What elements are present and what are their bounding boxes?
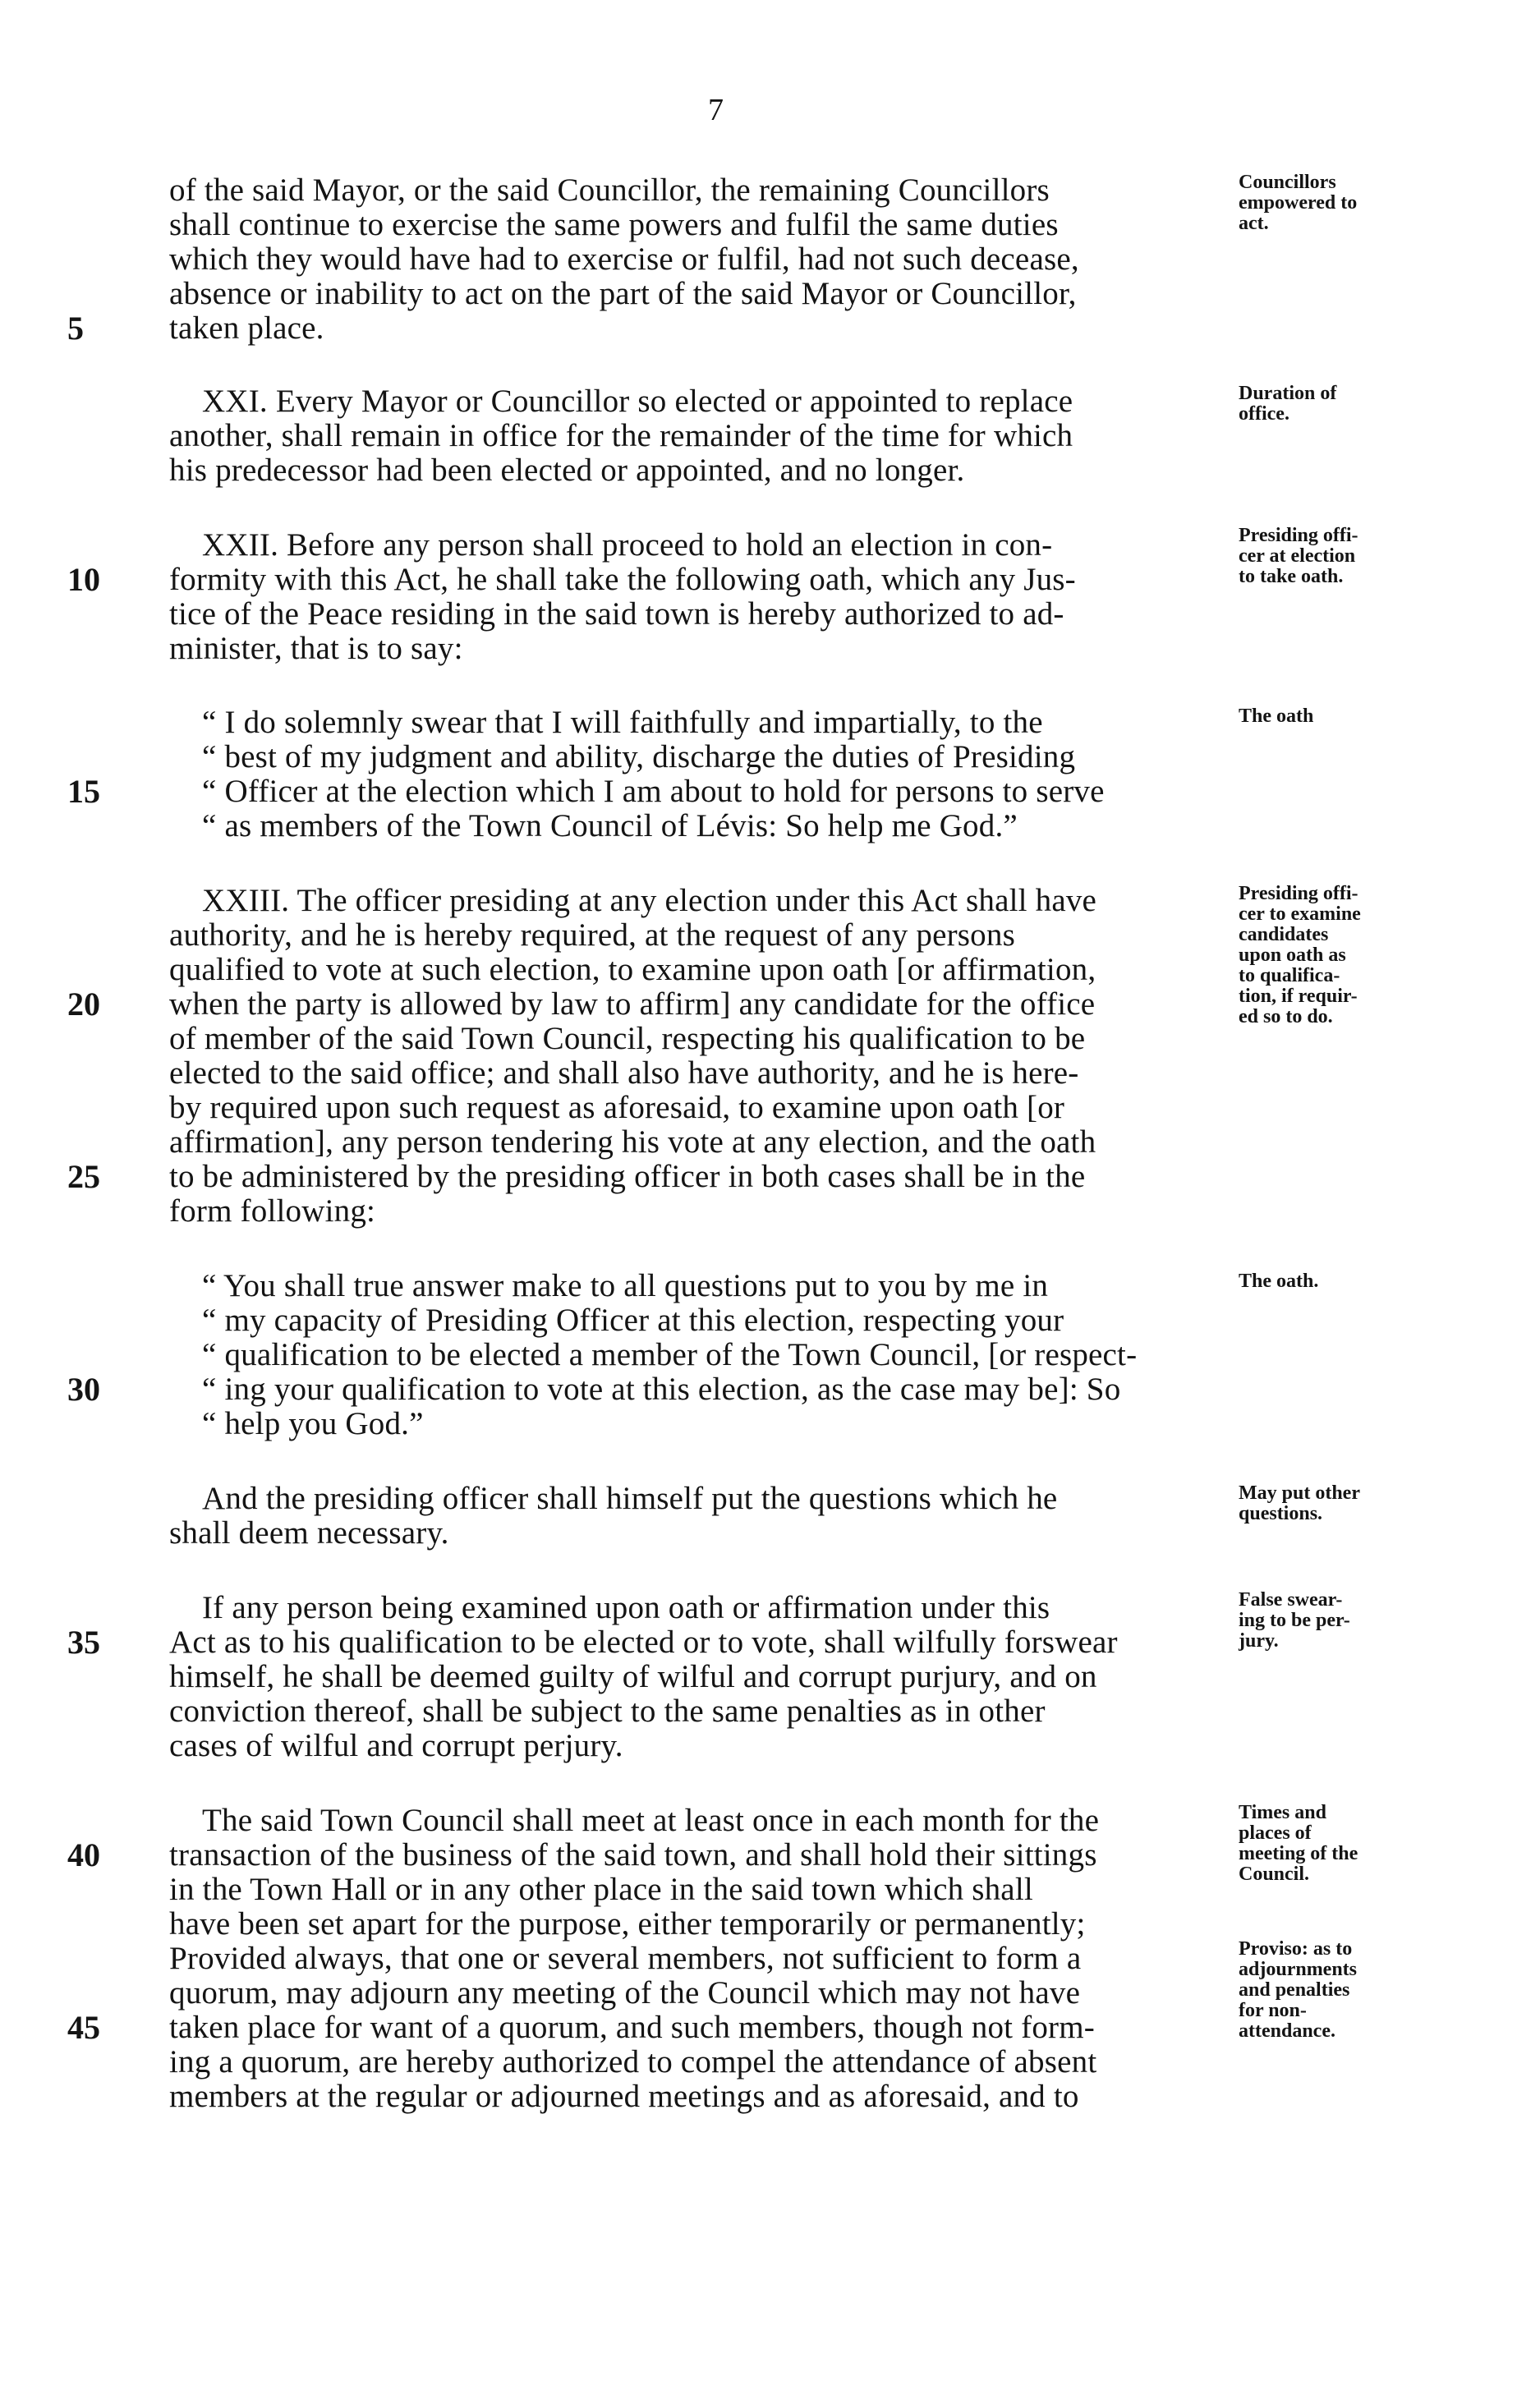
margin-note-line: Duration of	[1239, 383, 1337, 404]
body-line: “ I do solemnly swear that I will faithfully and impartially, to the	[202, 705, 1043, 740]
body-line: which they would have had to exercise or fulfil, had not such decease,	[169, 241, 1079, 277]
margin-note-line: May put other	[1239, 1482, 1360, 1504]
line-number: 40	[67, 1836, 100, 1873]
body-line: shall continue to exercise the same powers and fulfil the same duties	[169, 207, 1059, 242]
margin-note	[1239, 1271, 1318, 1292]
body-line: members at the regular or adjourned meetings and as aforesaid, and to	[169, 2079, 1079, 2114]
margin-note	[1239, 884, 1361, 1027]
body-line: taken place for want of a quorum, and such members, though not form-	[169, 2010, 1095, 2045]
margin-note	[1239, 1939, 1357, 2042]
body-line: “ ing your qualification to vote at this election, as the case may be]: So	[202, 1372, 1121, 1407]
margin-note-line: Councillors	[1239, 172, 1336, 193]
body-line: authority, and he is hereby required, at the request of any persons	[169, 917, 1015, 953]
line-number: 45	[67, 2009, 100, 2046]
margin-note-line: ed so to do.	[1239, 1006, 1333, 1027]
margin-note-line: cer to examine	[1239, 903, 1361, 925]
body-line: The said Town Council shall meet at least once in each month for the	[202, 1803, 1100, 1838]
body-line: Act as to his qualification to be elected or to vote, shall wilfully forswear	[169, 1625, 1118, 1660]
body-line: himself, he shall be deemed guilty of wilful and corrupt purjury, and on	[169, 1659, 1097, 1694]
body-line: formity with this Act, he shall take the following oath, which any Jus-	[169, 562, 1076, 597]
line-number: 5	[67, 310, 84, 347]
body-line: conviction thereof, shall be subject to the same penalties as in other	[169, 1694, 1046, 1729]
body-line: Provided always, that one or several members, not sufficient to form a	[169, 1941, 1082, 1976]
margin-note-line: for non-	[1239, 2000, 1307, 2021]
margin-note	[1239, 1483, 1360, 1524]
line-number: 30	[67, 1371, 100, 1408]
body-line: XXI. Every Mayor or Councillor so elected or appointed to replace	[202, 384, 1073, 419]
margin-note	[1239, 1590, 1350, 1652]
margin-note-line: upon oath as	[1239, 944, 1346, 966]
body-line: have been set apart for the purpose, either temporarily or permanently;	[169, 1906, 1086, 1942]
body-line: another, shall remain in office for the remainder of the time for which	[169, 418, 1073, 453]
margin-note-line: meeting of the	[1239, 1843, 1358, 1864]
body-line: “ best of my judgment and ability, discharge the duties of Presiding	[202, 739, 1076, 774]
margin-note-line: cer at election	[1239, 545, 1356, 567]
margin-note	[1239, 384, 1336, 425]
margin-note-line: attendance.	[1239, 2020, 1335, 2042]
margin-note-line: act.	[1239, 213, 1269, 234]
margin-note-line: Proviso: as to	[1239, 1938, 1353, 1960]
body-line: And the presiding officer shall himself put the questions which he	[202, 1481, 1058, 1516]
body-line: quorum, may adjourn any meeting of the Council which may not have	[169, 1975, 1081, 2011]
margin-note-line: Presiding offi-	[1239, 883, 1358, 904]
body-line: to be administered by the presiding officer in both cases shall be in the	[169, 1159, 1086, 1194]
margin-note	[1239, 1803, 1358, 1885]
body-line: when the party is allowed by law to affirm] any candidate for the office	[169, 986, 1096, 1022]
body-line: shall deem necessary.	[169, 1515, 449, 1551]
body-line: affirmation], any person tendering his vote at any election, and the oath	[169, 1124, 1096, 1160]
body-line: his predecessor had been elected or appointed, and no longer.	[169, 453, 965, 488]
body-line: “ qualification to be elected a member of the Town Council, [or respect-	[202, 1337, 1138, 1372]
line-number: 25	[67, 1158, 100, 1195]
margin-note-line: ing to be per-	[1239, 1610, 1350, 1631]
body-line: absence or inability to act on the part of the said Mayor or Councillor,	[169, 276, 1077, 311]
margin-note	[1239, 526, 1358, 587]
margin-note-line: to qualifica-	[1239, 965, 1340, 986]
line-number: 35	[67, 1624, 100, 1661]
margin-note-line: tion, if requir-	[1239, 986, 1358, 1007]
margin-note-line: candidates	[1239, 924, 1329, 945]
body-line: XXIII. The officer presiding at any election under this Act shall have	[202, 883, 1097, 918]
body-line: of the said Mayor, or the said Councillor, the remaining Councillors	[169, 172, 1050, 208]
line-number: 20	[67, 986, 100, 1023]
margin-note-line: jury.	[1239, 1630, 1279, 1652]
margin-note-line: Times and	[1239, 1802, 1326, 1823]
margin-note-line: questions.	[1239, 1503, 1323, 1524]
margin-note-line: empowered to	[1239, 192, 1358, 214]
margin-note-line: adjournments	[1239, 1959, 1358, 1980]
margin-note-line: Presiding offi-	[1239, 525, 1358, 546]
body-line: XXII. Before any person shall proceed to hold an election in con-	[202, 527, 1053, 563]
body-line: “ my capacity of Presiding Officer at this election, respecting your	[202, 1303, 1064, 1338]
body-line: “ You shall true answer make to all questions put to you by me in	[202, 1268, 1049, 1303]
margin-note-line: and penalties	[1239, 1979, 1350, 2001]
body-line: of member of the said Town Council, respecting his qualification to be	[169, 1021, 1086, 1056]
body-line: If any person being examined upon oath or affirmation under this	[202, 1590, 1050, 1625]
margin-note-line: places of	[1239, 1822, 1312, 1844]
line-number: 15	[67, 773, 100, 810]
body-line: tice of the Peace residing in the said town is hereby authorized to ad-	[169, 596, 1064, 632]
body-line: by required upon such request as aforesaid, to examine upon oath [or	[169, 1090, 1065, 1125]
page-number: 7	[708, 93, 724, 127]
line-number: 10	[67, 561, 100, 598]
body-line: in the Town Hall or in any other place in the said town which shall	[169, 1872, 1033, 1907]
body-line: form following:	[169, 1193, 376, 1229]
body-line: “ as members of the Town Council of Lévis: So help me God.”	[202, 808, 1018, 843]
body-line: qualified to vote at such election, to examine upon oath [or affirmation,	[169, 952, 1096, 987]
body-line: “ help you God.”	[202, 1406, 424, 1441]
body-line: minister, that is to say:	[169, 631, 463, 666]
body-line: “ Officer at the election which I am about to hold for persons to serve	[202, 774, 1105, 809]
body-line: cases of wilful and corrupt perjury.	[169, 1728, 623, 1763]
margin-note-line: The oath.	[1239, 1271, 1319, 1292]
body-line: elected to the said office; and shall also have authority, and he is here-	[169, 1055, 1079, 1091]
body-line: transaction of the business of the said town, and shall hold their sittings	[169, 1837, 1097, 1873]
margin-note-line: Council.	[1239, 1864, 1310, 1885]
margin-note	[1239, 172, 1357, 234]
margin-note	[1239, 706, 1313, 727]
margin-note-line: The oath	[1239, 705, 1314, 727]
margin-note-line: False swear-	[1239, 1589, 1343, 1611]
body-line: ing a quorum, are hereby authorized to compel the attendance of absent	[169, 2044, 1097, 2080]
margin-note-line: to take oath.	[1239, 566, 1344, 587]
body-line: taken place.	[169, 310, 324, 346]
margin-note-line: office.	[1239, 403, 1289, 425]
